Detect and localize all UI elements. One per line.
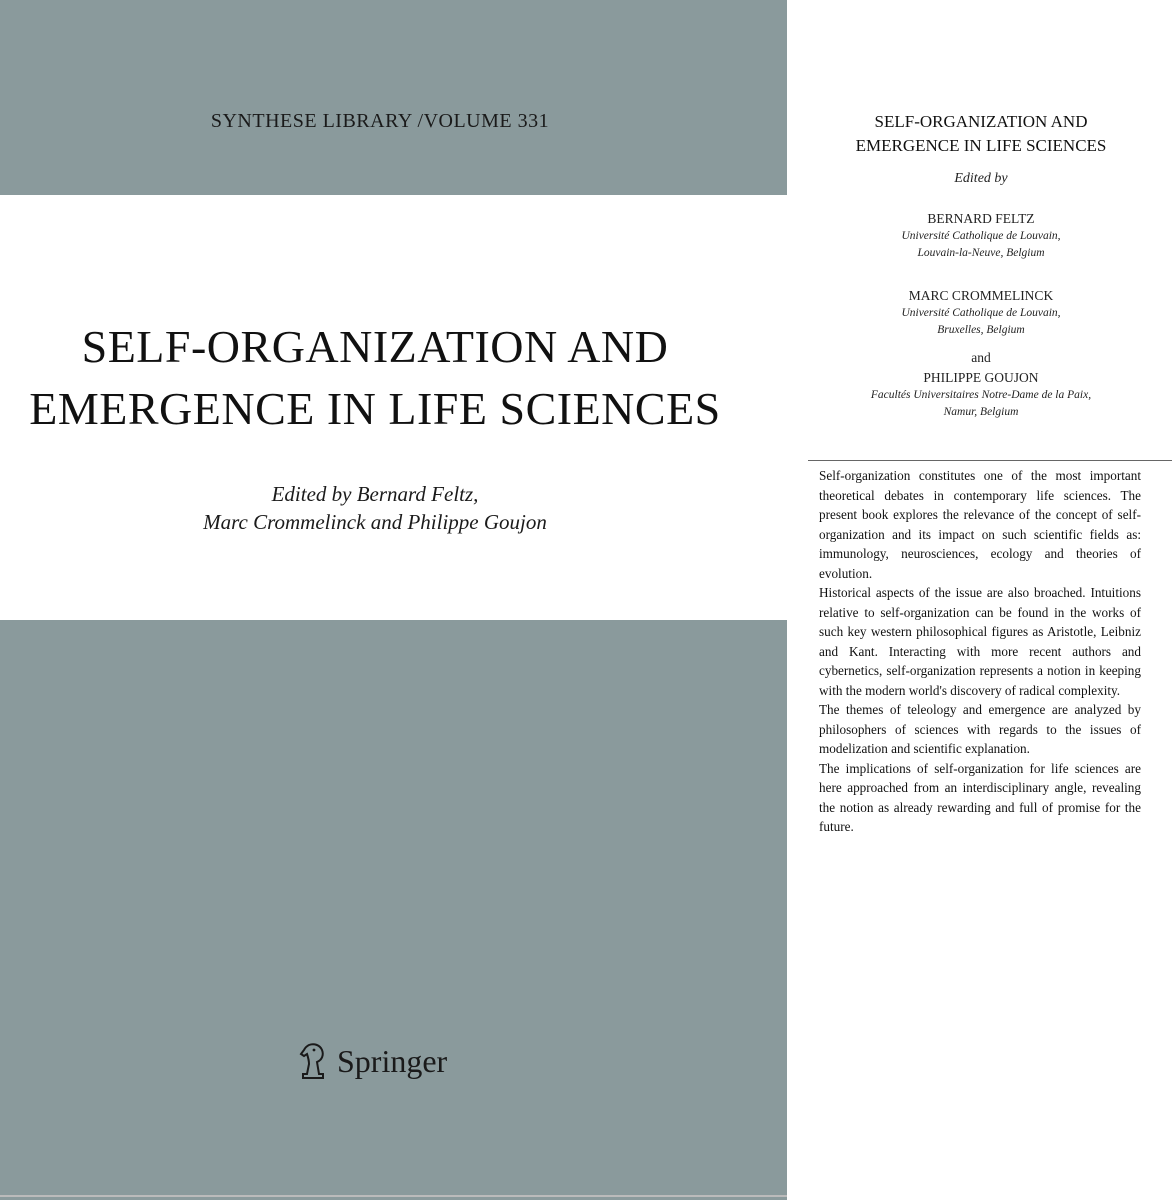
editor-affiliation-line-2: Louvain-la-Neuve, Belgium [917,247,1045,259]
editor-crommelinck [810,287,1152,339]
book-title-line-1: SELF-ORGANIZATION AND [81,321,669,372]
edited-by-label: Edited by [954,171,1008,186]
back-cover-blurb [819,466,1141,837]
publisher-name: Springer [337,1042,448,1079]
editor-affiliation-line-2: Bruxelles, Belgium [937,324,1025,336]
editor-name: BERNARD FELTZ [927,211,1035,226]
blurb-paragraph: The themes of teleology and emergence are analyzed by philosophers of sciences with regards to the issues of modelization and scientific explanation. [819,702,1141,756]
springer-chess-knight-icon [295,1040,331,1082]
editor-feltz [810,210,1152,262]
editor-affiliation-line-1: Facultés Universitaires Notre-Dame de la Paix, [870,389,1092,401]
editors-line-1: Edited by Bernard Feltz, [271,482,479,506]
front-cover-bottom-band [0,620,787,1200]
back-cover-divider [808,460,1172,461]
blurb-paragraph: The implications of self-organization for life sciences are here approached from an interdisciplinary angle, revealing the notion as already rewarding and full of promise for the future. [819,760,1141,834]
blurb-paragraph: Historical aspects of the issue are also broached. Intuitions relative to self-organization can be found in the works of such key western philosophical figures as Aristotle, Leibniz and Kant. Interacting with more recent authors and cybernetics, self-organization represents a notion in keeping with the modern world's discovery of radical complexity. [819,585,1141,698]
editor-affiliation-line-1: Université Catholique de Louvain, [901,307,1061,319]
editor-name: PHILIPPE GOUJON [923,370,1039,385]
series-label: SYNTHESE LIBRARY /VOLUME 331 [210,110,550,132]
blurb-paragraph: Self-organization constitutes one of the most important theoretical debates in contemporary life sciences. The present book explores the relevance of the concept of self-organization and its impact on such scientific fields as: immunology, neurosciences, ecology and theories of evolution. [819,468,1141,581]
editor-name: MARC CROMMELINCK [908,288,1054,303]
editors-credit [0,480,750,536]
and-conjunction: and [971,350,991,365]
editor-goujon [810,369,1152,421]
back-cover-title [810,110,1152,158]
back-title-line-2: EMERGENCE IN LIFE SCIENCES [855,136,1107,155]
book-title-line-2: EMERGENCE IN LIFE SCIENCES [29,383,721,434]
publisher-logo [295,1040,447,1082]
editors-line-2: Marc Crommelinck and Philippe Goujon [203,510,547,534]
front-cover-top-band [0,0,787,195]
front-cover-bottom-edge [0,1195,787,1197]
book-title [0,316,750,440]
editor-affiliation-line-2: Namur, Belgium [943,406,1019,418]
editor-affiliation-line-1: Université Catholique de Louvain, [901,230,1061,242]
back-title-line-1: SELF-ORGANIZATION AND [874,112,1088,131]
